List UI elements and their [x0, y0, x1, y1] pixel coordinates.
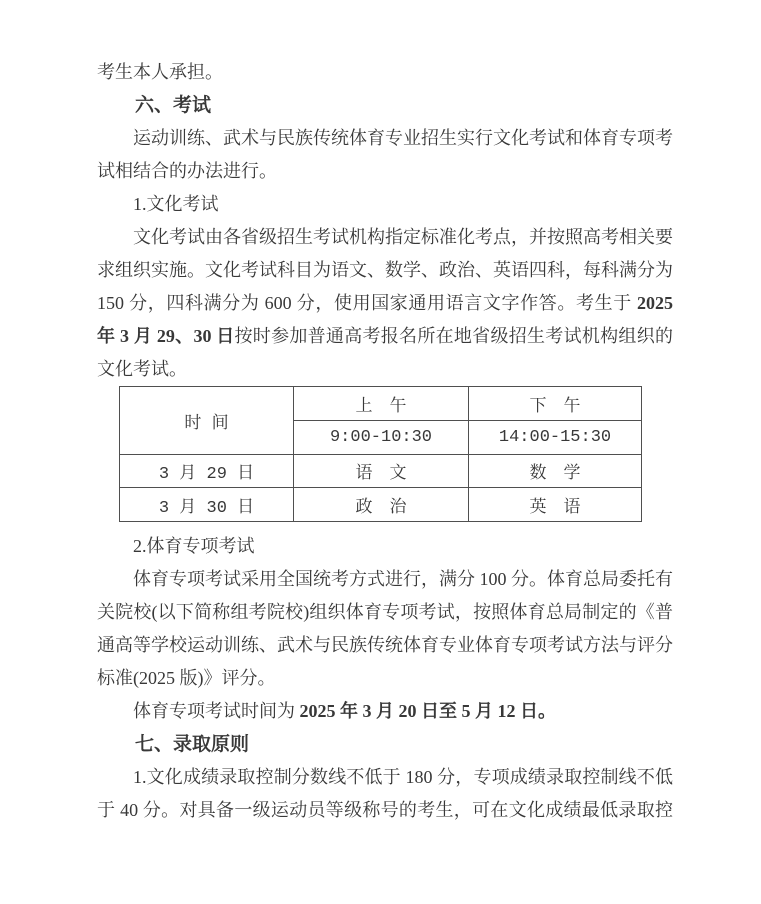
table-cell-subject-chinese: 语 文 [294, 455, 469, 488]
culture-paragraph-line-3 [97, 287, 673, 320]
culture-paragraph-line-5: 文化考试。 [97, 359, 187, 379]
sport-schedule-bold-dates: 2025 年 3 月 20 日至 5 月 12 日。 [299, 701, 556, 721]
culture-line-4-text: 按时参加普通高考报名所在地省级招生考试机构组织的 [234, 326, 673, 346]
intro-paragraph-line-2: 试相结合的办法进行。 [97, 161, 277, 181]
carryover-text: 考生本人承担。 [97, 62, 223, 82]
table-row-march-30 [120, 488, 642, 522]
table-cell-morning-header: 上 午 [294, 387, 469, 421]
document-content [97, 56, 673, 827]
table-cell-afternoon-header: 下 午 [469, 387, 642, 421]
exam-schedule-table [119, 386, 642, 522]
culture-paragraph-line-2: 求组织实施。文化考试科目为语文、数学、政治、英语四科，每科满分为 [97, 260, 673, 280]
subheading-sport-exam: 2.体育专项考试 [133, 536, 255, 556]
admission-paragraph-line-1: 1.文化成绩录取控制分数线不低于 180 分，专项成绩录取控制线不低 [133, 767, 673, 787]
culture-paragraph-line-4 [97, 320, 673, 353]
table-cell-subject-politics: 政 治 [294, 488, 469, 522]
table-cell-morning-slot: 9:00-10:30 [294, 421, 469, 455]
culture-line-3-bold-date: 2025 [637, 293, 673, 313]
table-cell-date-330: 3 月 30 日 [120, 488, 294, 522]
sport-paragraph-line-1: 体育专项考试采用全国统考方式进行，满分 100 分。体育总局委托有 [133, 569, 673, 589]
culture-line-3-text: 150 分，四科满分为 600 分，使用国家通用语言文字作答。考生于 [97, 293, 637, 313]
table-cell-subject-english: 英 语 [469, 488, 642, 522]
table-cell-subject-math: 数 学 [469, 455, 642, 488]
table-header-row [120, 387, 642, 421]
culture-line-4-bold-date: 年 3 月 29、30 日 [97, 326, 235, 346]
sport-schedule-text: 体育专项考试时间为 [133, 701, 300, 721]
section-heading-exam: 六、考试 [135, 95, 212, 116]
culture-paragraph-line-1: 文化考试由各省级招生考试机构指定标准化考点，并按照高考相关要 [133, 227, 673, 247]
admission-paragraph-line-2: 于 40 分。对具备一级运动员等级称号的考生，可在文化成绩最低录取控 [97, 800, 673, 820]
intro-paragraph-line-1: 运动训练、武术与民族传统体育专业招生实行文化考试和体育专项考 [133, 128, 673, 148]
sport-paragraph-line-3: 通高等学校运动训练、武术与民族传统体育专业体育专项考试方法与评分 [97, 635, 673, 655]
table-cell-afternoon-slot: 14:00-15:30 [469, 421, 642, 455]
table-cell-time-header: 时 间 [120, 387, 294, 455]
table-cell-date-329: 3 月 29 日 [120, 455, 294, 488]
sport-schedule-line [97, 695, 673, 728]
sport-paragraph-line-2: 关院校(以下简称组考院校)组织体育专项考试，按照体育总局制定的《普 [97, 602, 673, 622]
subheading-culture-exam: 1.文化考试 [133, 194, 219, 214]
sport-paragraph-line-4: 标准(2025 版)》评分。 [97, 668, 276, 688]
table-row-march-29 [120, 455, 642, 488]
section-heading-admission: 七、录取原则 [135, 734, 250, 755]
